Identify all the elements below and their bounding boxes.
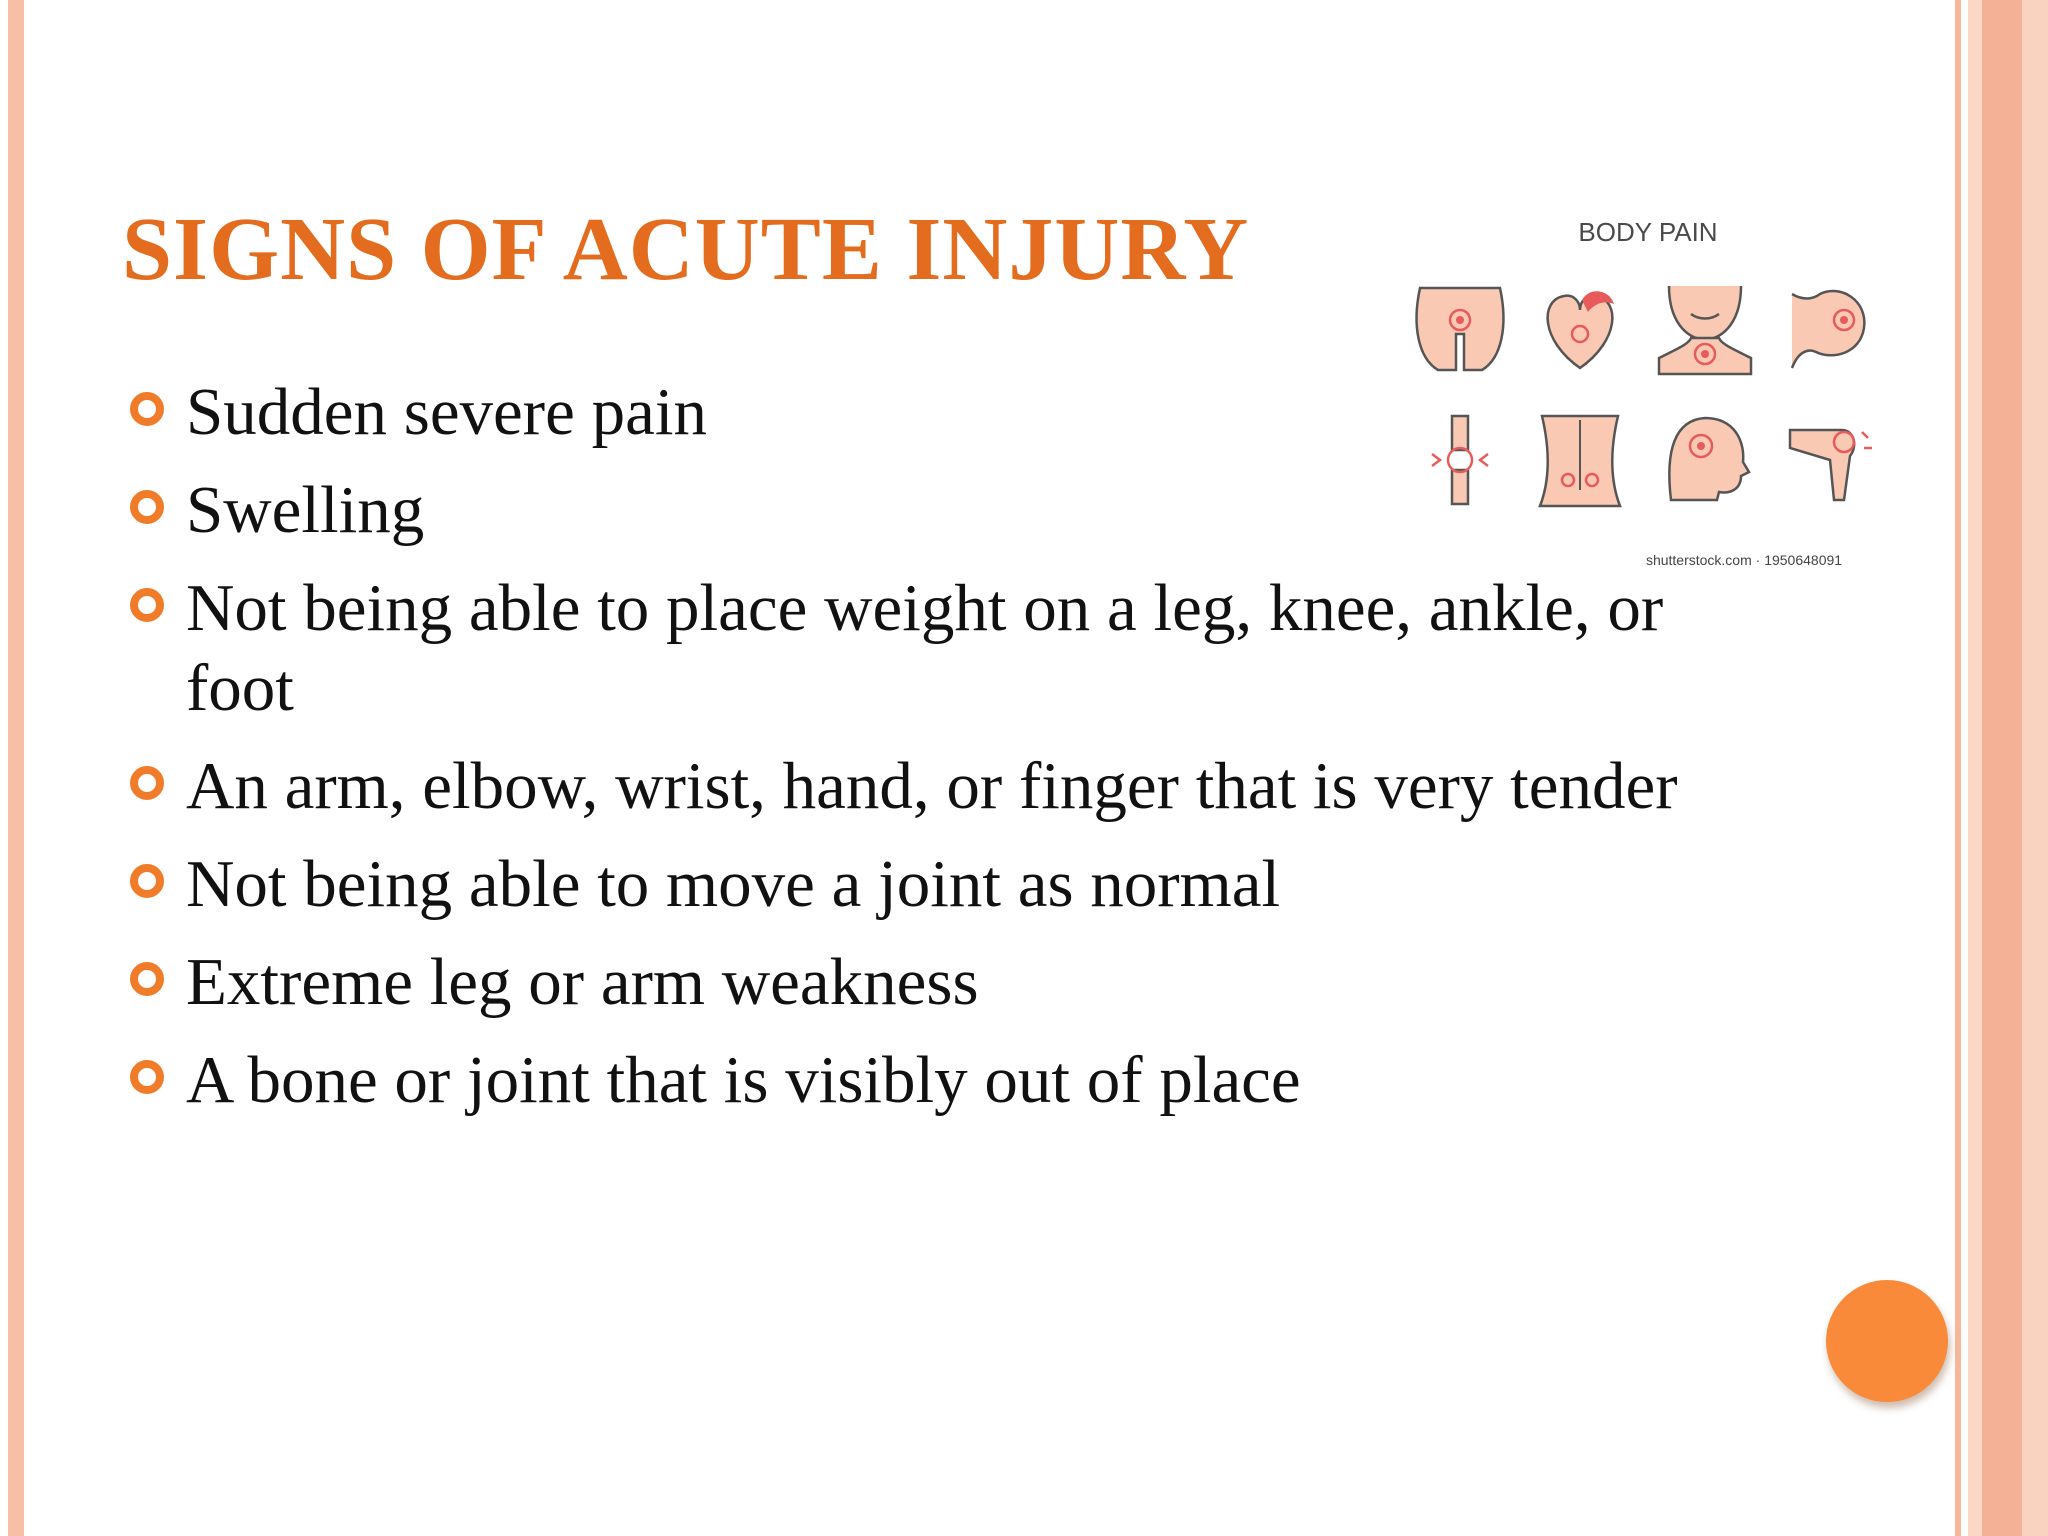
figure-credit: shutterstock.com · 1950648091 — [1645, 552, 1843, 568]
bullet-item: Not being able to place weight on a leg, knee, ankle, or foot — [130, 568, 1770, 728]
right-stripe-thin — [1955, 0, 1961, 1536]
throat-pain-icon — [1659, 286, 1751, 374]
bullet-marker-icon — [130, 588, 164, 622]
bullet-item: A bone or joint that is visibly out of place — [130, 1040, 1770, 1120]
bullet-marker-icon — [130, 392, 164, 426]
bullet-item: Not being able to move a joint as normal — [130, 844, 1770, 924]
body-pain-illustration — [1400, 215, 1900, 580]
bullet-marker-icon — [130, 864, 164, 898]
right-stripe-edge — [2022, 0, 2048, 1536]
stomach-pain-icon — [1792, 291, 1864, 368]
head-pain-icon — [1669, 418, 1749, 500]
bullet-item: Sudden severe pain — [130, 372, 1770, 452]
left-stripe — [8, 0, 24, 1536]
bullet-marker-icon — [130, 1060, 164, 1094]
slide-title: SIGNS OF ACUTE INJURY — [122, 200, 1250, 299]
bullet-item: An arm, elbow, wrist, hand, or finger that is very tender — [130, 746, 1770, 826]
bullet-marker-icon — [130, 962, 164, 996]
knee-pain-icon — [1790, 430, 1872, 500]
body-pain-image — [1400, 215, 1900, 580]
right-stripe-band — [1968, 0, 1982, 1536]
decorative-orange-circle — [1826, 1280, 1948, 1402]
joint-pain-icon — [1432, 416, 1488, 504]
right-stripe-wide — [1982, 0, 2022, 1536]
pelvis-pain-icon — [1417, 288, 1504, 370]
bullet-marker-icon — [130, 766, 164, 800]
bullet-item: Extreme leg or arm weakness — [130, 942, 1770, 1022]
back-pain-icon — [1540, 416, 1620, 506]
figure-caption: BODY PAIN — [1578, 217, 1718, 247]
heart-pain-icon — [1548, 291, 1614, 368]
bullet-marker-icon — [130, 490, 164, 524]
bullet-item: Swelling — [130, 470, 1770, 550]
